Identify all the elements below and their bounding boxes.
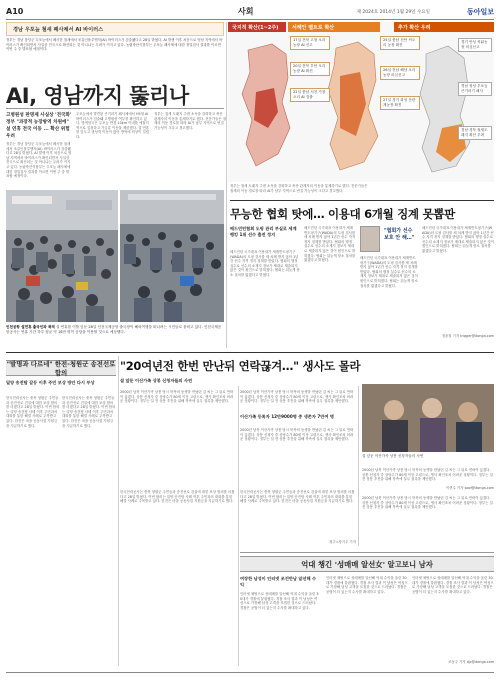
airport-photo-art-2 — [120, 190, 224, 322]
newspaper-logo: 동아일보 — [466, 6, 494, 16]
map-label-1: 17일 전북 고창 오리농장 AI 신고 — [290, 36, 330, 50]
airport-photo-art — [6, 190, 118, 322]
main-deck-line-3: 설 연휴 전국 이동 ... 확산 위험 우려 — [6, 127, 70, 139]
story5-body-col-2: 인터넷 채팅으로 성매매를 알선해 억대 수익을 올린 30대가 경찰에 붙잡혔다. 경찰 조사 결과 이 남성은 여성으로 가장해 남성 고객을 모집한 것으로 드러났다. 경찰은 공범이 더 있는지 수사를 확대하고 있다. — [326, 576, 408, 594]
photo-caption-text: 설 연휴를 이틀 앞둔 28일 인천국제공항 출국장이 해외여행을 떠나려는 시민들로 붐비고 있다. 인천국제공항공사는 연휴 기간 하루 평균 약 16만 명이 공항을 이용할 것으로 예상했다. — [6, 325, 222, 334]
story4-body-col-1: 한국전력공사는 충북 청원군 주민들과 송전선로 건설에 대한 보상 합의를 마쳤다고 28일 밝혔다. 이번 합의는 밀양 송전탑 사태 이후 주민과의 대화를 통한 해결 사례로 주목받고 있다. 한전은 마을 공동사업 지원금을 지급하기로 했다. — [6, 396, 60, 428]
column-rule — [118, 356, 119, 666]
map-label-5: 26일 전남 해남 오리농장 의심신고 — [380, 66, 420, 80]
airport-crowd-photo — [6, 190, 118, 322]
main-body-col-1: 정부는 경남 창녕군 우포늪에서 폐사한 철새에서 조류인플루엔자(AI) 바이러스가 검출됐다고 28일 밝혔다. AI 발생 이후 처음으로 영남 지역에서 바이러스가 확인되면서 사실상 전국으로 확산되는 것 아니냐는 우려가 커지고 있다. 농림축산식품부는 우포늪 폐사체에 대한 정밀검사 결과를 이르면 이번 주 중 발표할 예정이다. — [6, 142, 72, 179]
page-number: A10 — [6, 7, 24, 16]
lead-body-text: 정부는 경남 창녕군 우포늪에서 폐사한 철새에서 조류인플루엔자(AI) 바이러스가 검출됐다고 28일 밝혔다. AI 발생 이후 처음으로 영남 지역에서 바이러스가 확인되면서 사실상 전국으로 확산되는 것 아니냐는 우려가 커지고 있다. 농림축산식품부는 우포늪 폐사체에 대한 정밀검사 결과를 이르면 이번 주 중 발표할 예정이다. — [6, 38, 223, 52]
map-tab-2: 서해안 벨트로 확산 — [288, 22, 380, 32]
story4-body-col-3: 한국전력공사는 충북 청원군 주민들과 송전선로 건설에 대한 보상 합의를 마쳤다고 28일 밝혔다. 이번 합의는 밀양 송전탑 사태 이후 주민과의 대화를 통한 해결 사례로 주목받고 있다. 한전은 마을 공동사업 지원금을 지급하기로 했다. — [120, 490, 235, 504]
story3-deck: 설 앞둔 이산가족 상봉 신청자들의 사연 — [120, 378, 193, 383]
main-body-col-4: 정부는 철새 도래지 주변 소독을 강화하고 축산 관계자의 이동을 통제하기로 했다. 전문가들은 철새의 이동 경로를 따라 AI가 남부 지역으로 번질 가능성이 크다고 경고했다. — [230, 184, 368, 193]
page-header — [6, 4, 494, 20]
column-rule — [238, 386, 239, 666]
story2-body-col-2: 배드민턴 국가대표 이용대가 세계반도핑기구(WADA)의 도핑 검사를 세 차례 받지 않아 1년간 선수 자격 정지 징계를 받았다. 협회의 행정 실수로 선수의 소재지 정보가 제대로 제출되지 않은 것이 원인으로 밝혀졌다. 협회는 뒤늦게 항소 절차를 밟겠다고 밝혔다. — [304, 226, 356, 263]
map-label-8: 경남 창녕 우포늪 큰기러기 폐사 — [458, 82, 492, 96]
story4-byline: 청주=장기우 기자 — [329, 540, 356, 544]
photo-caption-title: 인천공항 설연휴 출국인파 북적 — [6, 325, 55, 329]
story2-deck: 배드민턴협회 도핑 관리 부실로 세계랭킹 1위 선수 출전 정지 — [230, 226, 297, 237]
map-label-7: 경기 안성 씨닭농장 의심신고 — [458, 38, 492, 52]
main-deck-line-1: 고병원성 판명제 사실상 '전국화' — [6, 113, 72, 118]
main-body-col-3: 정부는 철새 도래지 주변 소독을 강화하고 축산 관계자의 이동을 통제하기로 했다. 전문가들은 철새의 이동 경로를 따라 AI가 남부 지역으로 번질 가능성이 크다고 경고했다. — [154, 112, 226, 130]
story5-headline: 억대 챙긴 '성매매 알선女' 알고보니 남자 — [240, 556, 494, 572]
main-deck — [6, 112, 72, 140]
map-label-4: 25일 충남 천안 씨오리 농장 확진 — [380, 36, 420, 50]
player-mugshot — [360, 226, 380, 252]
story5-body-col-1: 인터넷 채팅으로 성매매를 알선해 억대 수익을 올린 30대가 경찰에 붙잡혔다. 경찰 조사 결과 이 남성은 여성으로 가장해 남성 고객을 모집한 것으로 드러났다. 경찰은 공범이 더 있는지 수사를 확대하고 있다. — [240, 592, 319, 610]
column-rule — [226, 22, 227, 348]
story5-byline: 조동주 기자 djc@donga.com — [448, 660, 494, 664]
story5-deck: 여장한 남성이 인터넷 조건만남 알선해 수익 — [240, 576, 317, 587]
lead-box: 경남 우포늪 철새 폐사체서 AI 바이러스 — [6, 22, 224, 36]
map-tab-3: 추가 확산 우려 — [394, 22, 494, 32]
airport-crowd-photo-2 — [120, 190, 224, 322]
story4-body-col-4: 한국전력공사는 충북 청원군 주민들과 송전선로 건설에 대한 보상 합의를 마쳤다고 28일 밝혔다. 이번 합의는 밀양 송전탑 사태 이후 주민과의 대화를 통한 해결 사례로 주목받고 있다. 한전은 마을 공동사업 지원금을 지급하기로 했다. — [240, 490, 355, 504]
story2-quote: "협회가 선수 보호 안 해…" — [384, 228, 415, 241]
story3-subhead: 이산가족 등록자 12만9000명 중 생존자 7만여 명 — [240, 414, 334, 419]
map-tab-1: 국지적 확산(1~2주) — [228, 22, 286, 32]
bottom-rule — [6, 672, 494, 673]
story4-deck: 밀양 송전탑 갈등 이후 주민 보상 방안 다시 부상 — [6, 380, 95, 385]
divider — [230, 200, 494, 201]
divider — [240, 552, 494, 553]
divider — [6, 352, 494, 353]
story2-byline: 정윤철 기자 trigger@donga.com — [441, 334, 494, 338]
story2-body-col-4: 배드민턴 국가대표 이용대가 세계반도핑기구(WADA)의 도핑 검사를 세 차례 받지 않아 1년간 선수 자격 정지 징계를 받았다. 협회의 행정 실수로 선수의 소재지 정보가 제대로 제출되지 않은 것이 원인으로 밝혀졌다. 협회는 뒤늦게 항소 절차를 밟겠다고 밝혔다. — [422, 226, 494, 253]
main-body-col-2: 우포늪에서 발견된 큰기러기 폐사체에서 H5형 AI 바이러스가 검출돼 고병원성 여부를 확인하고 있다. 방역당국은 우포늪 반경 10km 이내를 예찰지역으로 설정하고 가금류 이동을 제한했다. 설 연휴를 앞두고 귀성객 이동이 많아 방역에 비상이 걸렸다. — [76, 112, 150, 139]
section-title: 사회 — [238, 7, 254, 16]
reunion-photo-caption: 설 앞둔 이산가족 상봉 신청자들의 사연 — [362, 454, 424, 458]
story3-headline: "20여년전 한번 만난뒤 연락끊겨…" 생사도 몰라 — [120, 359, 361, 373]
story3-body-col-4: 2000년 남북 이산가족 상봉 당시 북측의 동생을 만났던 김 씨는 그 뒤로 연락이 끊겼다. 상봉 신청자 중 상당수가 80세 이상 고령으로, 생사 확인조차 어려운 상황이다. 정부는 설 전 상봉 추진을 위해 북측에 실무 접촉을 제안했다. — [362, 468, 493, 482]
story3-body-col-3: 2000년 남북 이산가족 상봉 당시 북측의 동생을 만났던 김 씨는 그 뒤로 연락이 끊겼다. 상봉 신청자 중 상당수가 80세 이상 고령으로, 생사 확인조차 어려운 상황이다. 정부는 설 전 상봉 추진을 위해 북측에 실무 접촉을 제안했다. — [240, 428, 354, 442]
side-body-text: 2000년 남북 이산가족 상봉 당시 북측의 동생을 만났던 김 씨는 그 뒤로 연락이 끊겼다. 상봉 신청자 중 상당수가 80세 이상 고령으로, 생사 확인조차 어려운 상황이다. 정부는 설 전 상봉 추진을 위해 북측에 실무 접촉을 제안했다. — [362, 496, 493, 510]
divider — [6, 108, 224, 109]
story2-body-col-3: 배드민턴 국가대표 이용대가 세계반도핑기구(WADA)의 도핑 검사를 세 차례 받지 않아 1년간 선수 자격 정지 징계를 받았다. 협회의 행정 실수로 선수의 소재지 정보가 제대로 제출되지 않은 것이 원인으로 밝혀졌다. 협회는 뒤늦게 항소 절차를 밟겠다고 밝혔다. — [360, 256, 418, 288]
story5-body-col-3: 인터넷 채팅으로 성매매를 알선해 억대 수익을 올린 30대가 경찰에 붙잡혔다. 경찰 조사 결과 이 남성은 여성으로 가장해 남성 고객을 모집한 것으로 드러났다. 경찰은 공범이 더 있는지 수사를 확대하고 있다. — [412, 576, 494, 594]
story4-body-col-2: 한국전력공사는 충북 청원군 주민들과 송전선로 건설에 대한 보상 합의를 마쳤다고 28일 밝혔다. 이번 합의는 밀양 송전탑 사태 이후 주민과의 대화를 통한 해결 사례로 주목받고 있다. 한전은 마을 공동사업 지원금을 지급하기로 했다. — [62, 396, 116, 428]
column-rule — [358, 386, 359, 546]
map-label-3: 22일 충남 서천 가창오리 AI 검출 — [290, 88, 330, 102]
photo-caption — [6, 325, 224, 347]
map-label-2: 20일 전북 부안 오리농장 AI 확진 — [290, 62, 330, 76]
reunion-photo-art — [362, 384, 494, 452]
story2-body-col-1: 배드민턴 국가대표 이용대가 세계반도핑기구(WADA)의 도핑 검사를 세 차례 받지 않아 1년간 선수 자격 정지 징계를 받았다. 협회의 행정 실수로 선수의 소재지 정보가 제대로 제출되지 않은 것이 원인으로 밝혀졌다. 협회는 뒤늦게 항소 절차를 밟겠다고 밝혔다. — [230, 250, 300, 277]
date-line: 제 2024호 2014년 1월 29일 수요일 — [356, 9, 430, 15]
main-headline: AI, 영남까지 뚫리나 — [6, 84, 189, 108]
main-deck-line-2: 정부 "과장적 농장방역 차원에" — [6, 120, 69, 125]
story3-body-col-2: 2000년 남북 이산가족 상봉 당시 북측의 동생을 만났던 김 씨는 그 뒤로 연락이 끊겼다. 상봉 신청자 중 상당수가 80세 이상 고령으로, 생사 확인조차 어려운 상황이다. 정부는 설 전 상봉 추진을 위해 북측에 실무 접촉을 제안했다. — [240, 390, 354, 404]
map-label-9: 경남·경북 철새도래지 확산 우려 — [458, 126, 492, 140]
story3-body-col-1: 2000년 남북 이산가족 상봉 당시 북측의 동생을 만났던 김 씨는 그 뒤로 연락이 끊겼다. 상봉 신청자 중 상당수가 80세 이상 고령으로, 생사 확인조차 어려운 상황이다. 정부는 설 전 상봉 추진을 위해 북측에 실무 접촉을 제안했다. — [120, 390, 234, 404]
ai-spread-map — [228, 22, 494, 182]
reunion-photo — [362, 384, 494, 452]
story4-headline: "발명과 다르네" 한전-청원군 송전선로 합의 — [6, 360, 116, 377]
map-label-6: 27일 경기 화성 산란계농장 확진 — [380, 96, 420, 110]
story2-headline: 무능한 협회 탓에… 이용대 6개월 징계 못뽑판 — [230, 207, 455, 221]
story3-byline: 이현수 기자 soof@donga.com — [446, 486, 494, 490]
korea-map-svg — [228, 32, 494, 182]
